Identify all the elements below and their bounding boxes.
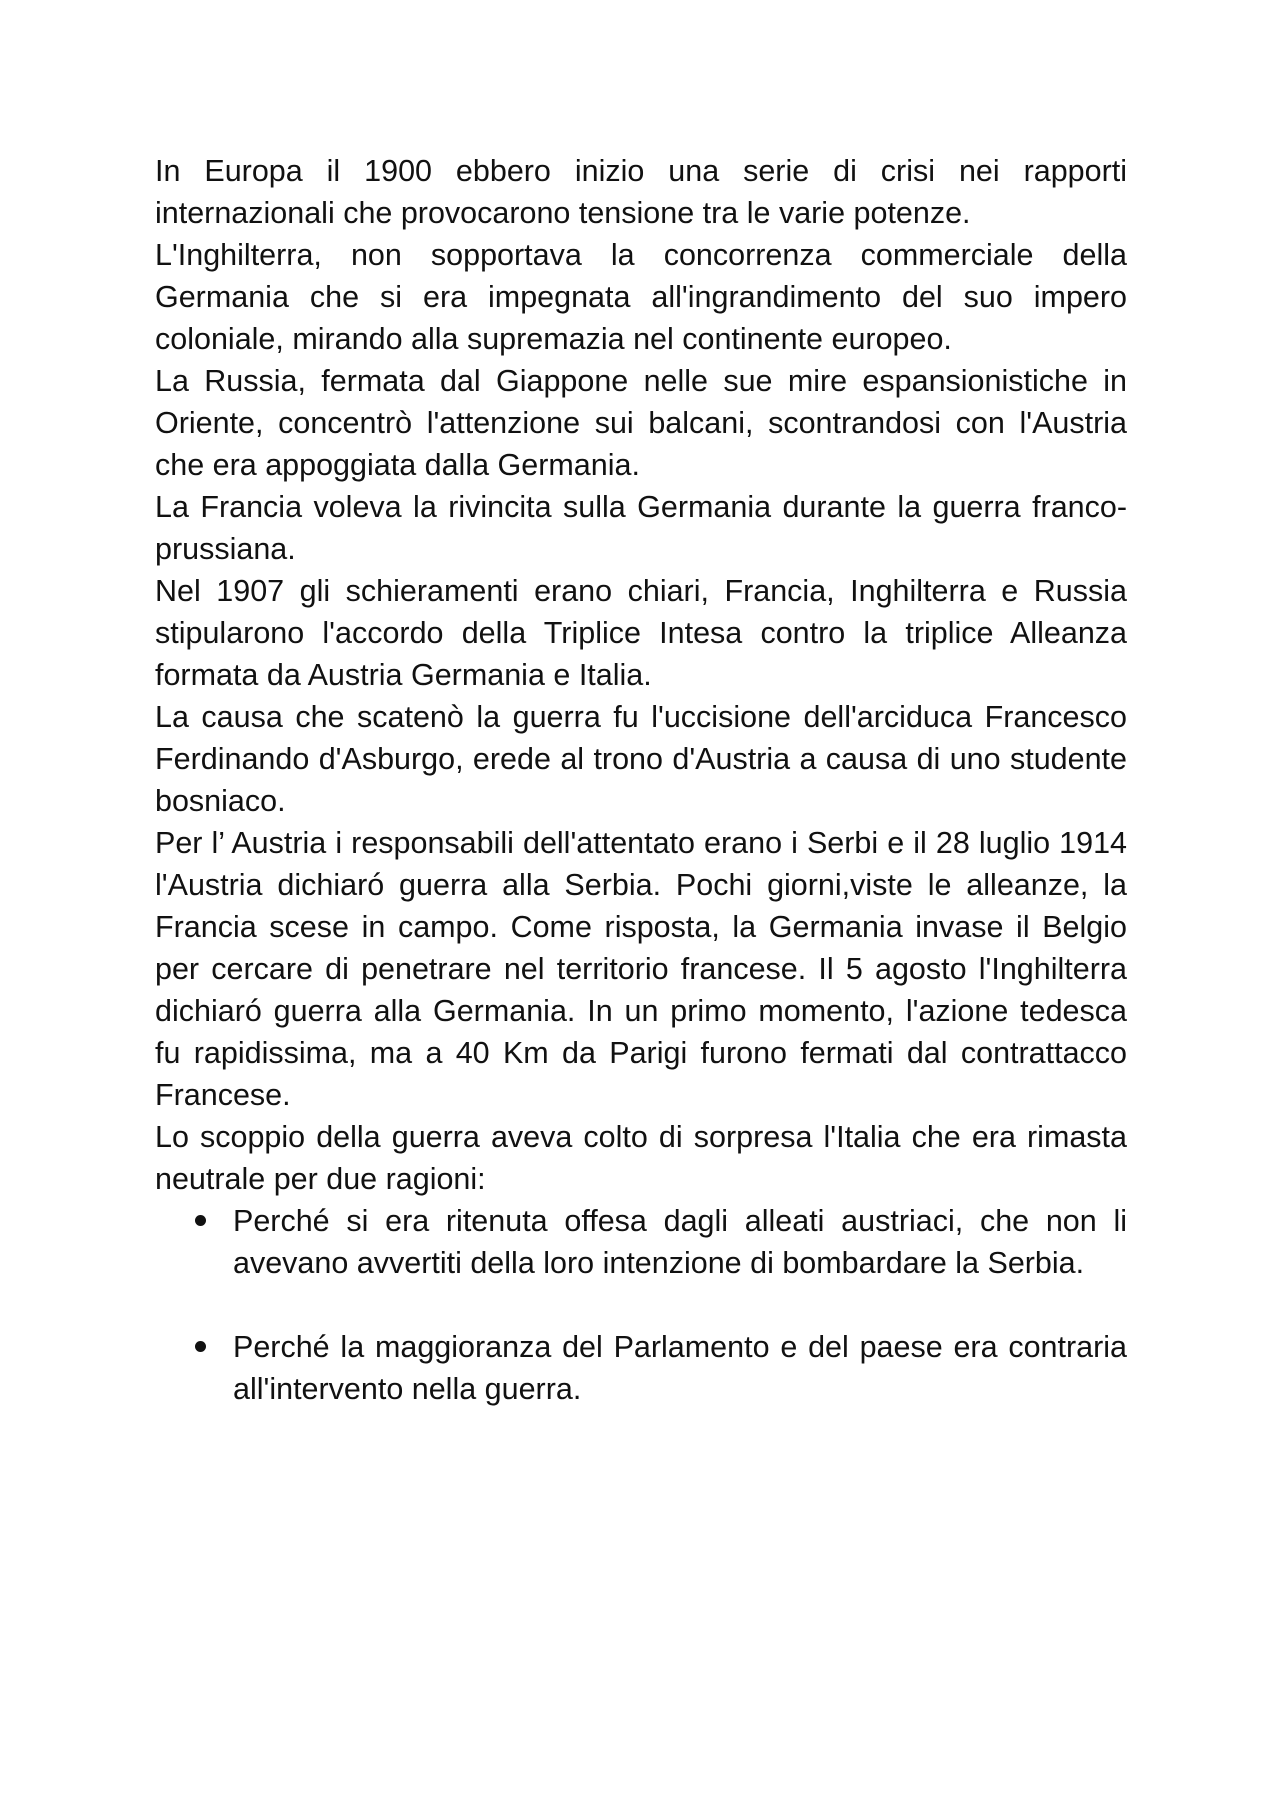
reasons-list <box>155 1200 1127 1410</box>
list-item <box>155 1326 1127 1410</box>
paragraph-italia-neutrale: Lo scoppio della guerra aveva colto di sorpresa l'Italia che era rimasta neutrale per due ragioni: <box>155 1120 1127 1196</box>
document-page <box>155 150 1127 1410</box>
list-item <box>155 1200 1127 1284</box>
list-item-text: Perché si era ritenuta offesa dagli alleati austriaci, che non li avevano avvertiti della loro intenzione di bombardare la Serbia. <box>233 1204 1127 1280</box>
bullet-icon <box>195 1341 206 1352</box>
paragraph-inghilterra: L'Inghilterra, non sopportava la concorrenza commerciale della Germania che si era impegnata all'ingrandimento del suo impero coloniale, mirando alla supremazia nel continente europeo. <box>155 238 1127 356</box>
paragraph-russia: La Russia, fermata dal Giappone nelle sue mire espansionistiche in Oriente, concentrò l'attenzione sui balcani, scontrandosi con l'Austria che era appoggiata dalla Germania. <box>155 364 1127 482</box>
paragraph-schieramenti: Nel 1907 gli schieramenti erano chiari, Francia, Inghilterra e Russia stipularono l'accordo della Triplice Intesa contro la triplice Alleanza formata da Austria Germania e Italia. <box>155 574 1127 692</box>
paragraph-francia: La Francia voleva la rivincita sulla Germania durante la guerra franco-prussiana. <box>155 490 1127 566</box>
bullet-icon <box>195 1215 206 1226</box>
paragraph-causa-guerra: La causa che scatenò la guerra fu l'uccisione dell'arciduca Francesco Ferdinando d'Asburgo, erede al trono d'Austria a causa di uno studente bosniaco. <box>155 700 1127 818</box>
list-item-text: Perché la maggioranza del Parlamento e del paese era contraria all'intervento nella guerra. <box>233 1330 1127 1406</box>
paragraph-inizio-guerra: Per l’ Austria i responsabili dell'attentato erano i Serbi e il 28 luglio 1914 l'Austria dichiaró guerra alla Serbia. Pochi giorni,viste le alleanze, la Francia scese in campo. Come risposta, la Germania invase il Belgio per cercare di penetrare nel territorio francese. Il 5 agosto l'Inghilterra dichiaró guerra alla Germania. In un primo momento, l'azione tedesca fu rapidissima, ma a 40 Km da Parigi furono fermati dal contrattacco Francese. <box>155 826 1127 1112</box>
paragraph-crisi-europa: In Europa il 1900 ebbero inizio una serie di crisi nei rapporti internazionali che provocarono tensione tra le varie potenze. <box>155 154 1127 230</box>
